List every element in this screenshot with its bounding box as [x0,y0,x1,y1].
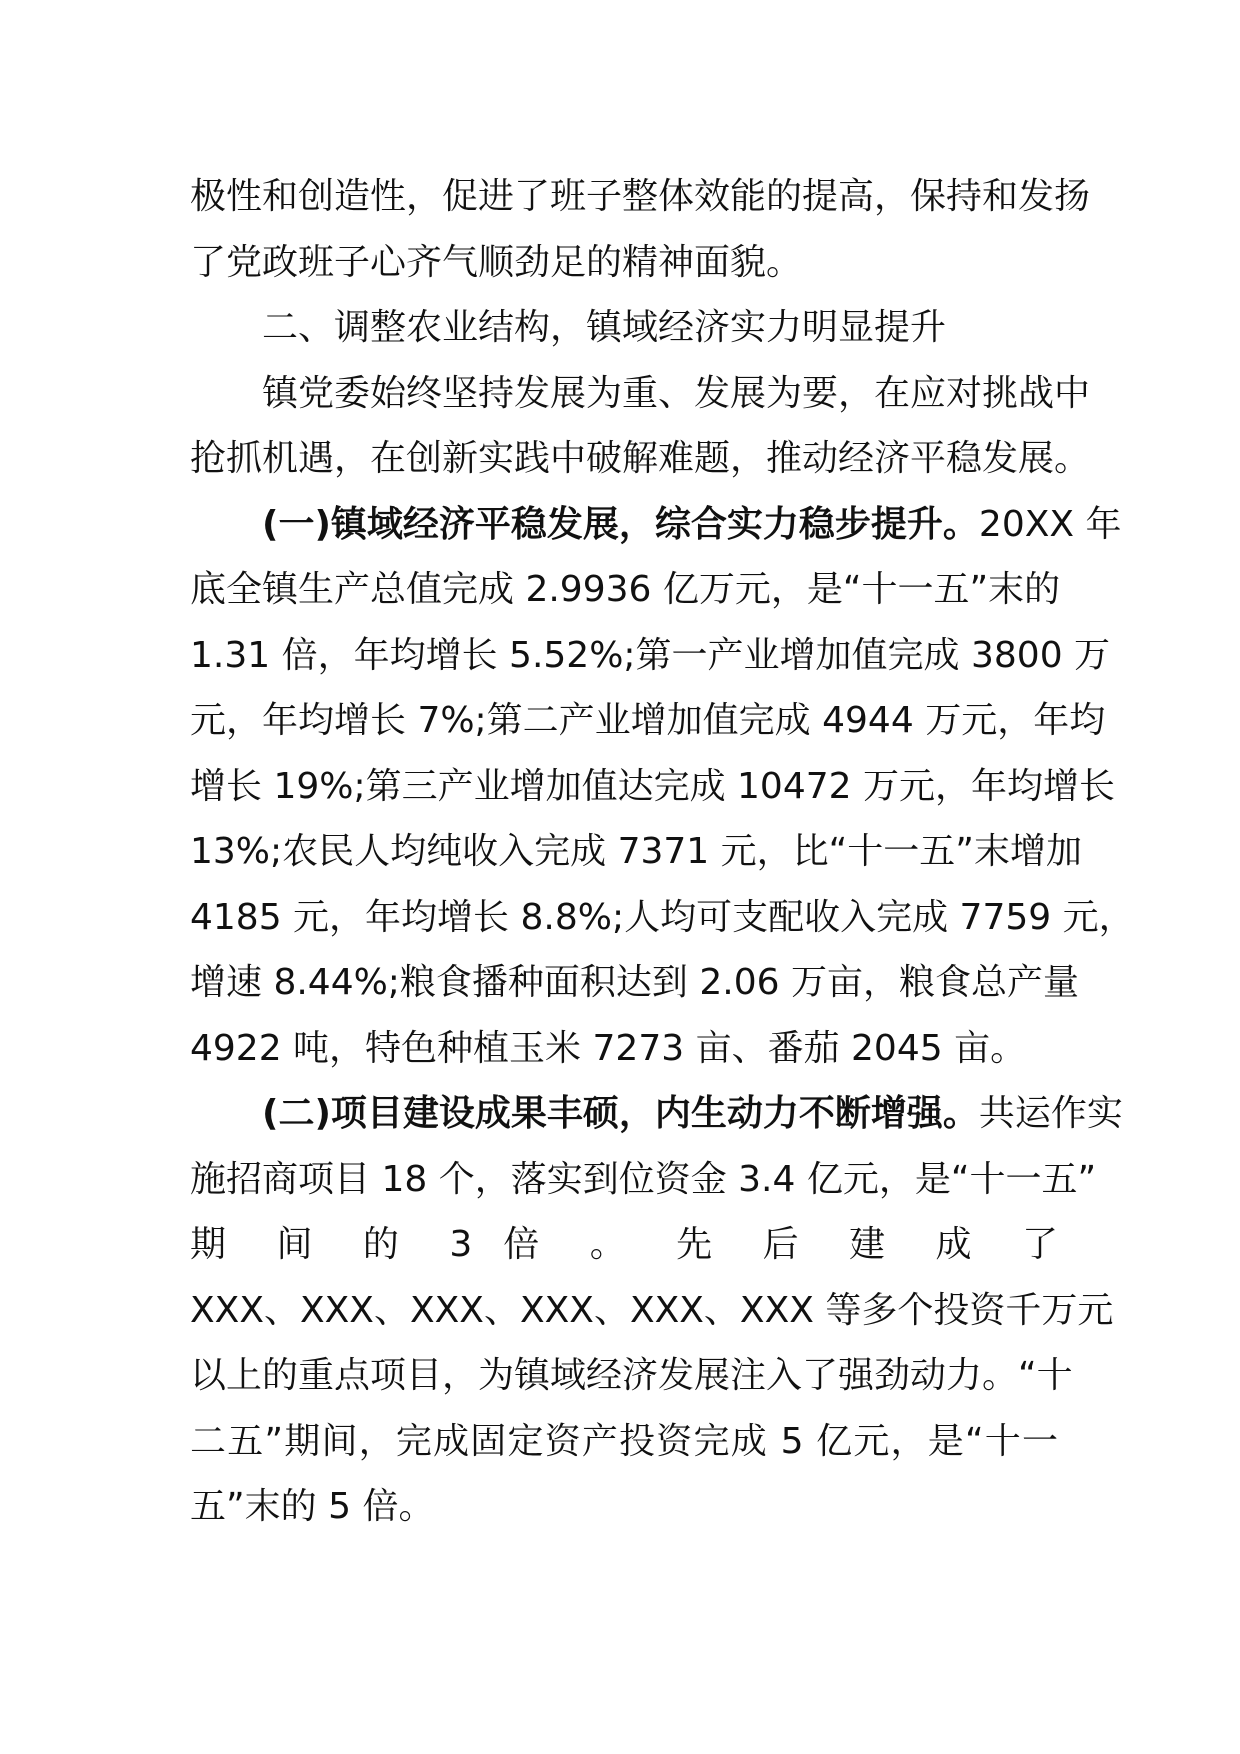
paragraph-intro [190,361,1091,492]
text-line: 4185 元，年均增长 8.8%;人均可支配收入完成 7759 元， [190,896,1135,938]
text-line: 增长 19%;第三产业增加值达完成 10472 万元，年均增长 [190,765,1115,807]
text-line: 期 间 的 3 倍 。 先 后 建 成 了 [190,1224,1058,1265]
text-line [190,1081,1123,1147]
text-line: 1.31 倍，年均增长 5.52%;第一产业增加值完成 3800 万 [190,634,1111,676]
text-line: XXX、XXX、XXX、XXX、XXX、XXX 等多个投资千万元 [190,1289,1114,1331]
text-line: 五”末的 5 倍。 [190,1486,435,1527]
text-line: 元，年均增长 7%;第二产业增加值完成 4944 万元，年均 [190,700,1106,741]
paragraph-projects [190,1081,1123,1540]
text-line: 以上的重点项目，为镇域经济发展注入了强劲动力。“十 [190,1355,1073,1396]
text-line: 4922 吨，特色种植玉米 7273 亩、番茄 2045 亩。 [190,1027,1027,1069]
text-line: 底全镇生产总值完成 2.9936 亿万元，是“十一五”末的 [190,569,1061,610]
paragraph-economy [190,492,1135,1082]
paragraph-continuation [190,164,1091,295]
text-run: 共运作实 [978,1093,1123,1134]
text-line: 了党政班子心齐气顺劲足的精神面貌。 [190,241,803,283]
section-heading: 二、调整农业结构，镇域经济实力明显提升 [262,307,947,348]
subsection-heading: (二)项目建设成果丰硕，内生动力不断增强。 [262,1093,979,1134]
text-line: 极性和创造性，促进了班子整体效能的提高，保持和发扬 [190,176,1091,217]
text-line: 增速 8.44%;粮食播种面积达到 2.06 万亩，粮食总产量 [190,962,1079,1003]
text-line: 镇党委始终坚持发展为重、发展为要，在应对挑战中 [262,372,1091,414]
text-run: 20XX 年 [978,503,1122,545]
text-line: 施招商项目 18 个，落实到位资金 3.4 亿元，是“十一五” [190,1158,1097,1200]
document-page [190,164,1135,1540]
subsection-heading: (一)镇域经济平稳发展，综合实力稳步提升。 [262,503,979,545]
text-line: 二五”期间，完成固定资产投资完成 5 亿元，是“十一 [190,1420,1058,1462]
text-line: 抢抓机遇，在创新实践中破解难题，推动经济平稳发展。 [190,438,1091,479]
text-line: 13%;农民人均纯收入完成 7371 元，比“十一五”末增加 [190,831,1082,872]
text-line [190,492,1122,558]
